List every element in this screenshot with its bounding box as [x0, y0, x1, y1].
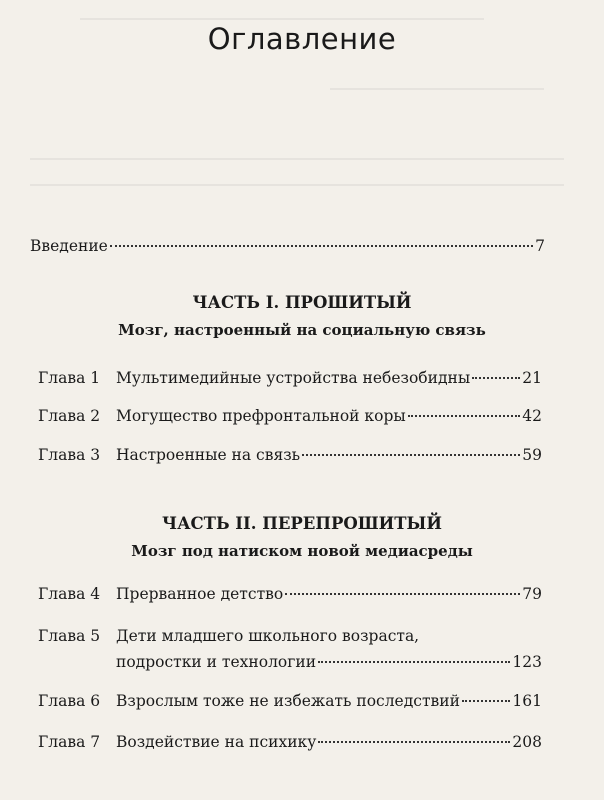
bleed-through-line	[80, 18, 484, 20]
entry-title-line-2: подростки и технологии	[116, 653, 317, 671]
part-subtitle: Мозг под натиском новой медиасреды	[131, 542, 473, 560]
page-number: 123	[512, 653, 542, 671]
entry-title-line-1: Дети младшего школьного возраста,	[116, 627, 420, 645]
toc-entry-chapter-5[interactable]	[38, 626, 542, 646]
bleed-through-line	[30, 158, 564, 160]
entry-title: Могущество префронтальной коры	[116, 407, 406, 425]
dot-leader	[462, 700, 510, 702]
toc-entry-chapter-3[interactable]	[38, 445, 542, 465]
page-number: 208	[512, 733, 542, 751]
chapter-label: Глава 1	[38, 369, 101, 387]
part-subtitle: Мозг, настроенный на социальную связь	[118, 321, 486, 339]
dot-leader	[408, 415, 521, 417]
chapter-label: Глава 4	[38, 585, 101, 603]
toc-entry-chapter-1[interactable]	[38, 368, 542, 388]
entry-title: Воздействие на психику	[116, 733, 317, 751]
part-heading: ЧАСТЬ II. ПЕРЕПРОШИТЫЙ	[162, 514, 442, 533]
dot-leader	[472, 377, 520, 379]
entry-title: Настроенные на связь	[116, 446, 301, 464]
page-number: 59	[522, 446, 542, 464]
dot-leader	[110, 245, 533, 247]
page-number: 79	[522, 585, 542, 603]
dot-leader	[318, 661, 510, 663]
dot-leader	[318, 741, 510, 743]
page-number: 161	[512, 692, 542, 710]
dot-leader	[285, 593, 520, 595]
page-number: 42	[522, 407, 542, 425]
page-number: 21	[522, 369, 542, 387]
part-heading: ЧАСТЬ I. ПРОШИТЫЙ	[192, 293, 412, 312]
chapter-label: Глава 3	[38, 446, 101, 464]
dot-leader	[302, 454, 520, 456]
chapter-label: Глава 6	[38, 692, 101, 710]
chapter-label: Глава 2	[38, 407, 101, 425]
chapter-label: Глава 7	[38, 733, 101, 751]
toc-entry-chapter-7[interactable]	[38, 732, 542, 752]
bleed-through-line	[30, 184, 564, 186]
toc-entry-chapter-6[interactable]	[38, 691, 542, 711]
toc-entry-chapter-4[interactable]	[38, 584, 542, 604]
entry-title: Введение	[30, 237, 108, 255]
chapter-label: Глава 5	[38, 627, 101, 645]
toc-entry-chapter-2[interactable]	[38, 406, 542, 426]
entry-title: Взрослым тоже не избежать последствий	[116, 692, 460, 710]
bleed-through-line	[330, 88, 544, 90]
entry-title: Мультимедийные устройства небезобидны	[116, 369, 471, 387]
toc-entry-chapter-5-cont[interactable]	[116, 652, 542, 672]
entry-title: Прерванное детство	[116, 585, 284, 603]
toc-entry-intro[interactable]	[30, 236, 545, 256]
page-title: Оглавление	[207, 22, 397, 56]
page-number: 7	[535, 237, 545, 255]
